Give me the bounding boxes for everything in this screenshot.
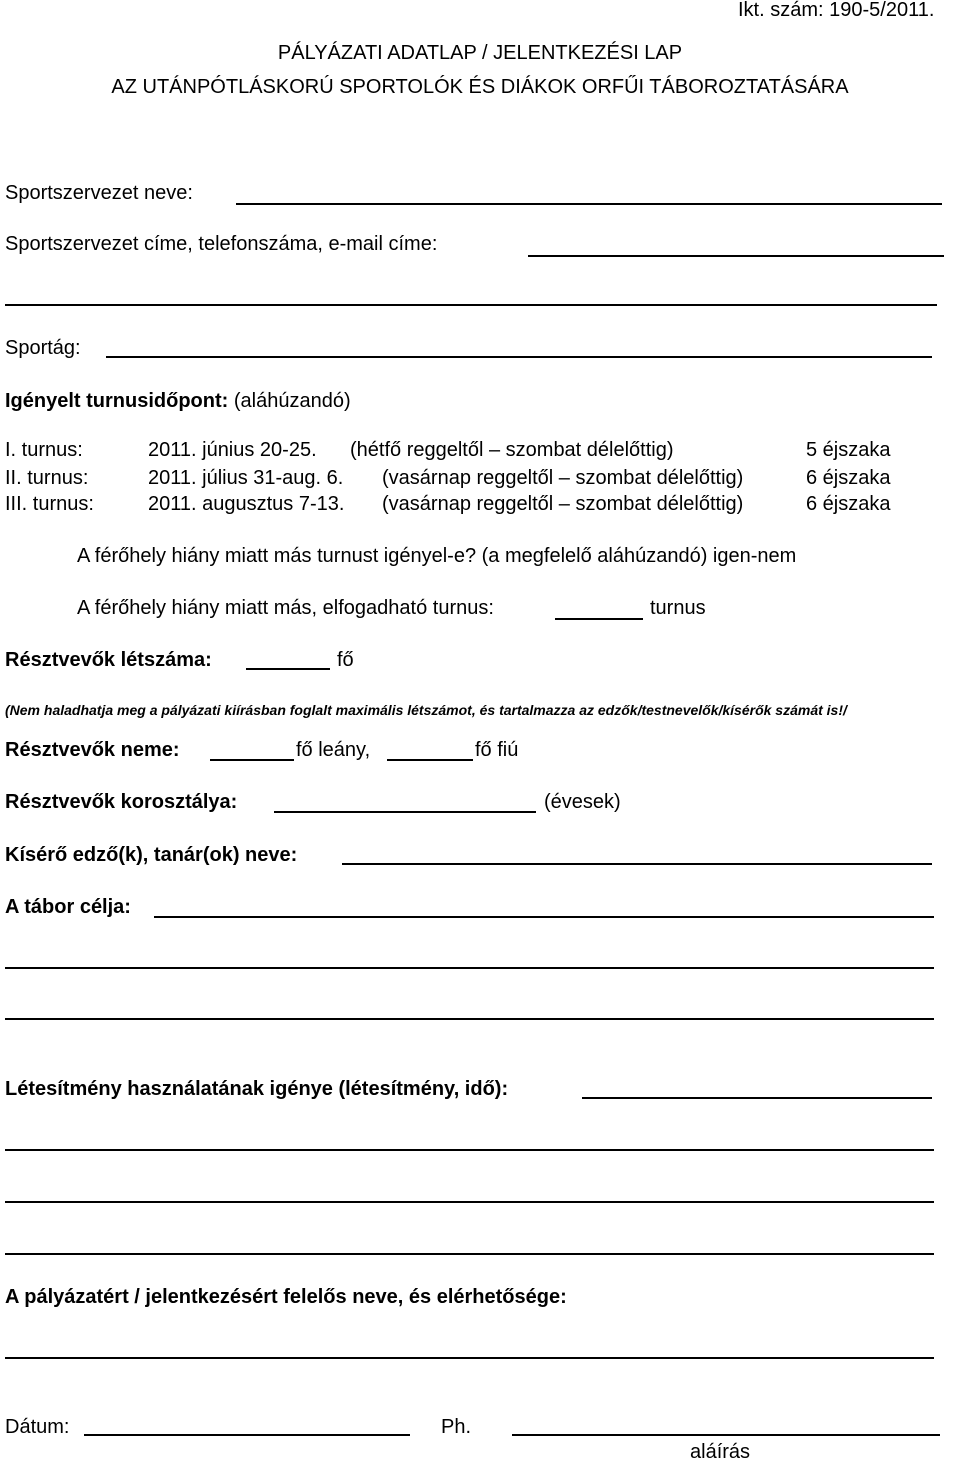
sport-field[interactable]	[106, 356, 932, 358]
limit-note: (Nem haladhatja meg a pályázati kiírásban foglalt maximális létszámot, és tartalmazza az edzők/testnevelők/kísérők számát is!/	[5, 702, 847, 718]
turn-1-name: I. turnus:	[5, 439, 83, 461]
form-title-line2: AZ UTÁNPÓTLÁSKORÚ SPORTOLÓK ÉS DIÁKOK ORFŰI TÁBOROZTATÁSÁRA	[111, 76, 849, 98]
facility-label: Létesítmény használatának igénye (létesítmény, idő):	[5, 1078, 509, 1100]
org-name-field[interactable]	[236, 203, 942, 205]
turn-1-date: 2011. június 20-25.	[148, 439, 317, 461]
alt-turn-label: A férőhely hiány miatt más, elfogadható turnus:	[77, 597, 494, 619]
responsible-label: A pályázatért / jelentkezésért felelős neve, és elérhetősége:	[5, 1286, 567, 1308]
org-name-label: Sportszervezet neve:	[5, 182, 193, 204]
gender-female-field[interactable]	[210, 759, 294, 761]
facility-field-4[interactable]	[5, 1253, 934, 1255]
facility-field[interactable]	[582, 1097, 932, 1099]
alt-turn-field[interactable]	[555, 618, 643, 620]
turn-2-date: 2011. július 31-aug. 6.	[148, 467, 344, 489]
age-group-label: Résztvevők korosztálya:	[5, 791, 238, 813]
camp-goal-label: A tábor célja:	[5, 896, 131, 918]
gender-label: Résztvevők neme:	[5, 739, 180, 761]
turn-1-desc: (hétfő reggeltől – szombat délelőttig)	[350, 439, 674, 461]
facility-field-2[interactable]	[5, 1149, 934, 1151]
signature-field[interactable]	[512, 1434, 940, 1436]
turn-3-date: 2011. augusztus 7-13.	[148, 493, 345, 515]
stamp-label: Ph.	[441, 1416, 472, 1438]
turn-2-desc: (vasárnap reggeltől – szombat délelőttig)	[382, 467, 744, 489]
date-field[interactable]	[84, 1434, 410, 1436]
gender-male-unit: fő fiú	[475, 739, 519, 761]
camp-goal-field-3[interactable]	[5, 1018, 934, 1020]
camp-goal-field[interactable]	[154, 916, 934, 918]
participants-count-field[interactable]	[246, 668, 330, 670]
participants-count-label: Résztvevők létszáma:	[5, 649, 212, 671]
sport-label: Sportág:	[5, 337, 81, 359]
org-address-field-2[interactable]	[5, 304, 937, 306]
facility-field-3[interactable]	[5, 1201, 934, 1203]
alt-turn-suffix: turnus	[650, 597, 706, 619]
org-address-field[interactable]	[528, 255, 944, 257]
turn-3-desc: (vasárnap reggeltől – szombat délelőttig)	[382, 493, 744, 515]
turn-2-nights: 6 éjszaka	[806, 467, 891, 489]
org-address-label: Sportszervezet címe, telefonszáma, e-mail címe:	[5, 233, 438, 255]
age-group-unit: (évesek)	[544, 791, 621, 813]
signature-label: aláírás	[690, 1441, 751, 1463]
responsible-field[interactable]	[5, 1357, 934, 1359]
reference-number: Ikt. szám: 190-5/2011.	[738, 0, 935, 21]
turn-request-label: Igényelt turnusidőpont: (aláhúzandó)	[5, 390, 351, 412]
form-title-line1: PÁLYÁZATI ADATLAP / JELENTKEZÉSI LAP	[277, 42, 683, 64]
coach-label: Kísérő edző(k), tanár(ok) neve:	[5, 844, 298, 866]
age-group-field[interactable]	[274, 811, 536, 813]
participants-count-unit: fő	[337, 649, 354, 671]
turn-2-name: II. turnus:	[5, 467, 89, 489]
turn-1-nights: 5 éjszaka	[806, 439, 891, 461]
gender-female-unit: fő leány,	[296, 739, 371, 761]
coach-field[interactable]	[342, 863, 932, 865]
date-label: Dátum:	[5, 1416, 70, 1438]
turn-3-name: III. turnus:	[5, 493, 94, 515]
alt-turn-question: A férőhely hiány miatt más turnust igényel-e? (a megfelelő aláhúzandó) igen-nem	[77, 545, 797, 567]
gender-male-field[interactable]	[387, 759, 473, 761]
turn-3-nights: 6 éjszaka	[806, 493, 891, 515]
camp-goal-field-2[interactable]	[5, 967, 934, 969]
